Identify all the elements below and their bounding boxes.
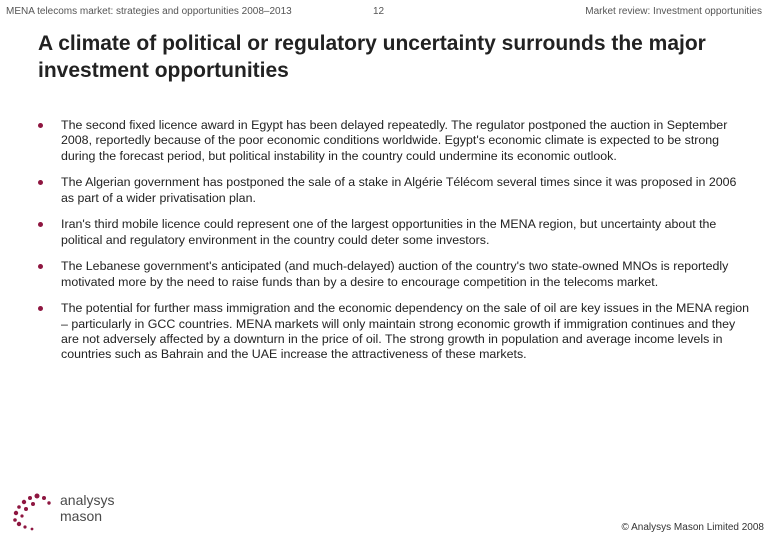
logo-line-2: mason — [60, 508, 103, 524]
logo-wordmark — [60, 492, 114, 524]
page-number: 12 — [373, 6, 385, 17]
slide-title: A climate of political or regulatory uncertainty surrounds the major investment opportunities — [38, 32, 706, 82]
section-title: Market review: Investment opportunities — [585, 6, 762, 17]
bullet-item — [38, 175, 750, 206]
analysys-mason-logo — [12, 492, 132, 532]
bullet-item — [38, 118, 750, 164]
copyright-notice: © Analysys Mason Limited 2008 — [621, 522, 764, 533]
bullet-item — [38, 259, 750, 290]
document-header-title: MENA telecoms market: strategies and opportunities 2008–2013 — [6, 6, 292, 17]
bullet-text: The second fixed licence award in Egypt has been delayed repeatedly. The regulator postponed the auction in September 2008, reportedly because of the poor economic conditions worldwide. Egypt's economic climate is expected to be strong during the forecast period, but political instability in the country could undermine its economic outlook. — [61, 118, 728, 163]
bullet-text: The Algerian government has postponed the sale of a stake in Algérie Télécom several times since it was proposed in 2006 as part of a wider privatisation plan. — [61, 175, 737, 205]
bullet-text: Iran's third mobile licence could represent one of the largest opportunities in the MENA region, but uncertainty about the political and regulatory environment in the country could deter some investors. — [61, 217, 717, 247]
bullet-list — [38, 118, 750, 374]
logo-dots-icon — [12, 492, 56, 532]
bullet-dot-icon — [38, 264, 43, 269]
bullet-text: The Lebanese government's anticipated (and much-delayed) auction of the country's two state-owned MNOs is reportedly motivated more by the need to raise funds than by a desire to encourage competition in the telecoms market. — [61, 259, 729, 289]
bullet-dot-icon — [38, 222, 43, 227]
bullet-item — [38, 217, 750, 248]
bullet-dot-icon — [38, 180, 43, 185]
bullet-dot-icon — [38, 123, 43, 128]
bullet-text: The potential for further mass immigration and the economic dependency on the sale of oil are key issues in the MENA region – particularly in GCC countries. MENA markets will only maintain strong economic growth if immigration continues and they are not adversely affected by a downturn in the price of oil. The strong growth in population and average income levels in countries such as Bahrain and the UAE increase the attractiveness of these markets. — [61, 301, 750, 362]
logo-line-1: analysys — [60, 492, 115, 508]
bullet-item — [38, 301, 750, 362]
bullet-dot-icon — [38, 306, 43, 311]
